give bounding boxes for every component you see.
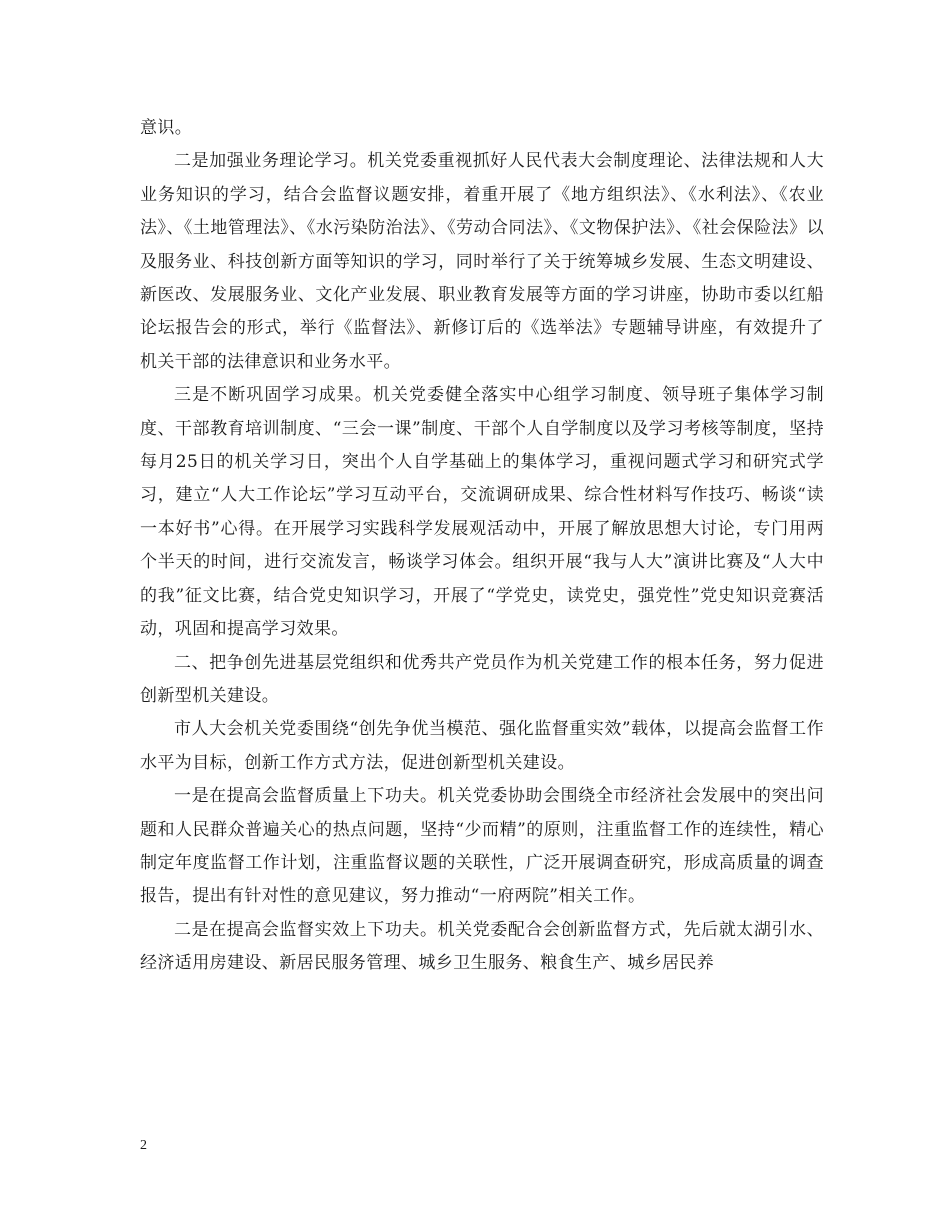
paragraph-2: 二是加强业务理论学习。机关党委重视抓好人民代表大会制度理论、法律法规和人大业务知识的学习，结合会监督议题安排，着重开展了《地方组织法》、《水利法》、《农业法》、《土地管理法》、《水污染防治法》、《劳动合同法》、《文物保护法》、《社会保险法》以及服务业、科技创新方面等知识的学习，同时举行了关于统筹城乡发展、生态文明建设、新医改、发展服务业、文化产业发展、职业教育发展等方面的学习讲座，协助市委以红船论坛报告会的形式，举行《监督法》、新修订后的《选举法》专题辅导讲座，有效提升了机关干部的法律意识和业务水平。 [140,151,824,372]
paragraph-1: 意识。 [140,118,193,138]
paragraph-5: 市人大会机关党委围绕“创先争优当模范、强化监督重实效”载体，以提高会监督工作水平为目标，创新工作方式方法，促进创新型机关建设。 [140,719,824,773]
paragraph-4: 二、把争创先进基层党组织和优秀共产党员作为机关党建工作的根本任务，努力促进创新型机关建设。 [140,652,824,706]
paragraph-7: 二是在提高会监督实效上下功夫。机关党委配合会创新监督方式，先后就太湖引水、经济适用房建设、新居民服务管理、城乡卫生服务、粮食生产、城乡居民养 [140,919,824,974]
paragraph-6: 一是在提高会监督质量上下功夫。机关党委协助会围绕全市经济社会发展中的突出问题和人民群众普遍关心的热点问题，坚持“少而精”的原则，注重监督工作的连续性，精心制定年度监督工作计划，注重监督议题的关联性，广泛开展调查研究，形成高质量的调查报告，提出有针对性的意见建议，努力推动“一府两院”相关工作。 [140,786,824,907]
paragraph-3: 三是不断巩固学习成果。机关党委健全落实中心组学习制度、领导班子集体学习制度、干部教育培训制度、“三会一课”制度、干部个人自学制度以及学习考核等制度，坚持每月25日的机关学习日，突出个人自学基础上的集体学习，重视问题式学习和研究式学习，建立“人大工作论坛”学习互动平台，交流调研成果、综合性材料写作技巧、畅谈“读一本好书”心得。在开展学习实践科学发展观活动中，开展了解放思想大讨论，专门用两个半天的时间，进行交流发言，畅谈学习体会。组织开展“我与人大”演讲比赛及“人大中的我”征文比赛，结合党史知识学习，开展了“学党史，读党史，强党性”党史知识竞赛活动，巩固和提高学习效果。 [140,385,824,640]
page-number: 2 [140,1138,147,1153]
document-body [140,112,824,981]
